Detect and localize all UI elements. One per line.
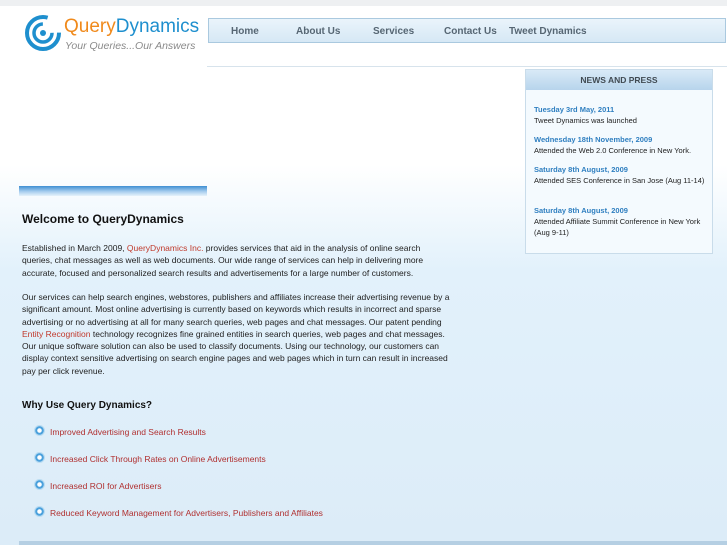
- circle-bullet-icon: [34, 425, 45, 436]
- news-date[interactable]: Saturday 8th August, 2009: [534, 165, 628, 174]
- bullet-link[interactable]: Increased Click Through Rates on Online Advertisements: [50, 454, 266, 464]
- circle-bullet-icon: [34, 479, 45, 490]
- news-text: Attended SES Conference in San Jose (Aug 11-14): [534, 176, 705, 185]
- news-item: [534, 164, 706, 186]
- news-text: Attended Affiliate Summit Conference in New York (Aug 9-11): [534, 217, 701, 237]
- services-text-end: technology recognizes fine grained entities in search queries, web pages and chat messages. Our unique software solution can also be used to classify documents. Using our technology, our customers can display context sensitive advertising on search engine pages and web pages which in turn can result in increased pay per click revenue.: [22, 328, 448, 376]
- why-heading: Why Use Query Dynamics?: [22, 400, 153, 411]
- circle-bullet-icon: [34, 452, 45, 463]
- news-item: [534, 104, 706, 126]
- nav-tweet-dynamics[interactable]: Tweet Dynamics: [509, 26, 587, 37]
- entity-recognition-link[interactable]: Entity Recognition: [22, 328, 91, 339]
- news-date[interactable]: Saturday 8th August, 2009: [534, 206, 628, 215]
- circle-bullet-icon: [34, 506, 45, 517]
- section-tab-decoration: [19, 186, 207, 196]
- news-text: Tweet Dynamics was launched: [534, 116, 637, 125]
- swirl-logo-icon: [24, 14, 62, 52]
- services-text-start: Our services can help search engines, webstores, publishers and affiliates increase their advertising revenue by a significant amount. Most online advertising is currently based on keywords which results in incorrect and sparse advertising or no advertising at all for many search queries, web pages and chat messages. Our patent pending: [22, 292, 450, 327]
- logo-name-part1: Query: [64, 16, 116, 37]
- bullet-link[interactable]: Increased ROI for Advertisers: [50, 481, 162, 491]
- nav-home[interactable]: Home: [231, 26, 259, 37]
- top-strip: [0, 0, 727, 6]
- news-item: [534, 134, 706, 156]
- news-item: [534, 205, 706, 238]
- querydynamics-link[interactable]: QueryDynamics Inc.: [126, 243, 204, 253]
- main-nav: [208, 18, 726, 43]
- news-panel: [525, 69, 713, 254]
- nav-contact-us[interactable]: Contact Us: [444, 26, 497, 37]
- logo-wordmark: [64, 16, 199, 38]
- bullet-link[interactable]: Improved Advertising and Search Results: [50, 427, 206, 437]
- bullet-link[interactable]: Reduced Keyword Management for Advertisers, Publishers and Affiliates: [50, 508, 323, 518]
- nav-services[interactable]: Services: [373, 26, 415, 37]
- news-date[interactable]: Wednesday 18th November, 2009: [534, 135, 653, 144]
- footer-divider: [19, 541, 727, 545]
- header-divider: [207, 66, 727, 67]
- news-date[interactable]: Tuesday 3rd May, 2011: [534, 105, 615, 114]
- intro-text-end: provides services that aid in the analysis of online search queries, chat messages as well as web documents. Our wide range of services can help in delivering more accurate, focused and personalized search results and advertisements for a large number of customers.: [22, 243, 424, 278]
- page-title: Welcome to QueryDynamics: [22, 212, 184, 226]
- nav-about-us[interactable]: About Us: [296, 26, 341, 37]
- intro-text-start: Established in March 2009,: [22, 243, 127, 253]
- intro-paragraph: [22, 242, 452, 279]
- logo-tagline: Your Queries...Our Answers: [65, 40, 196, 52]
- logo-name-part2: Dynamics: [115, 16, 200, 37]
- site-logo[interactable]: [24, 12, 204, 57]
- services-paragraph: [22, 291, 452, 377]
- news-text: Attended the Web 2.0 Conference in New York.: [534, 146, 692, 155]
- news-heading: NEWS AND PRESS: [526, 70, 712, 90]
